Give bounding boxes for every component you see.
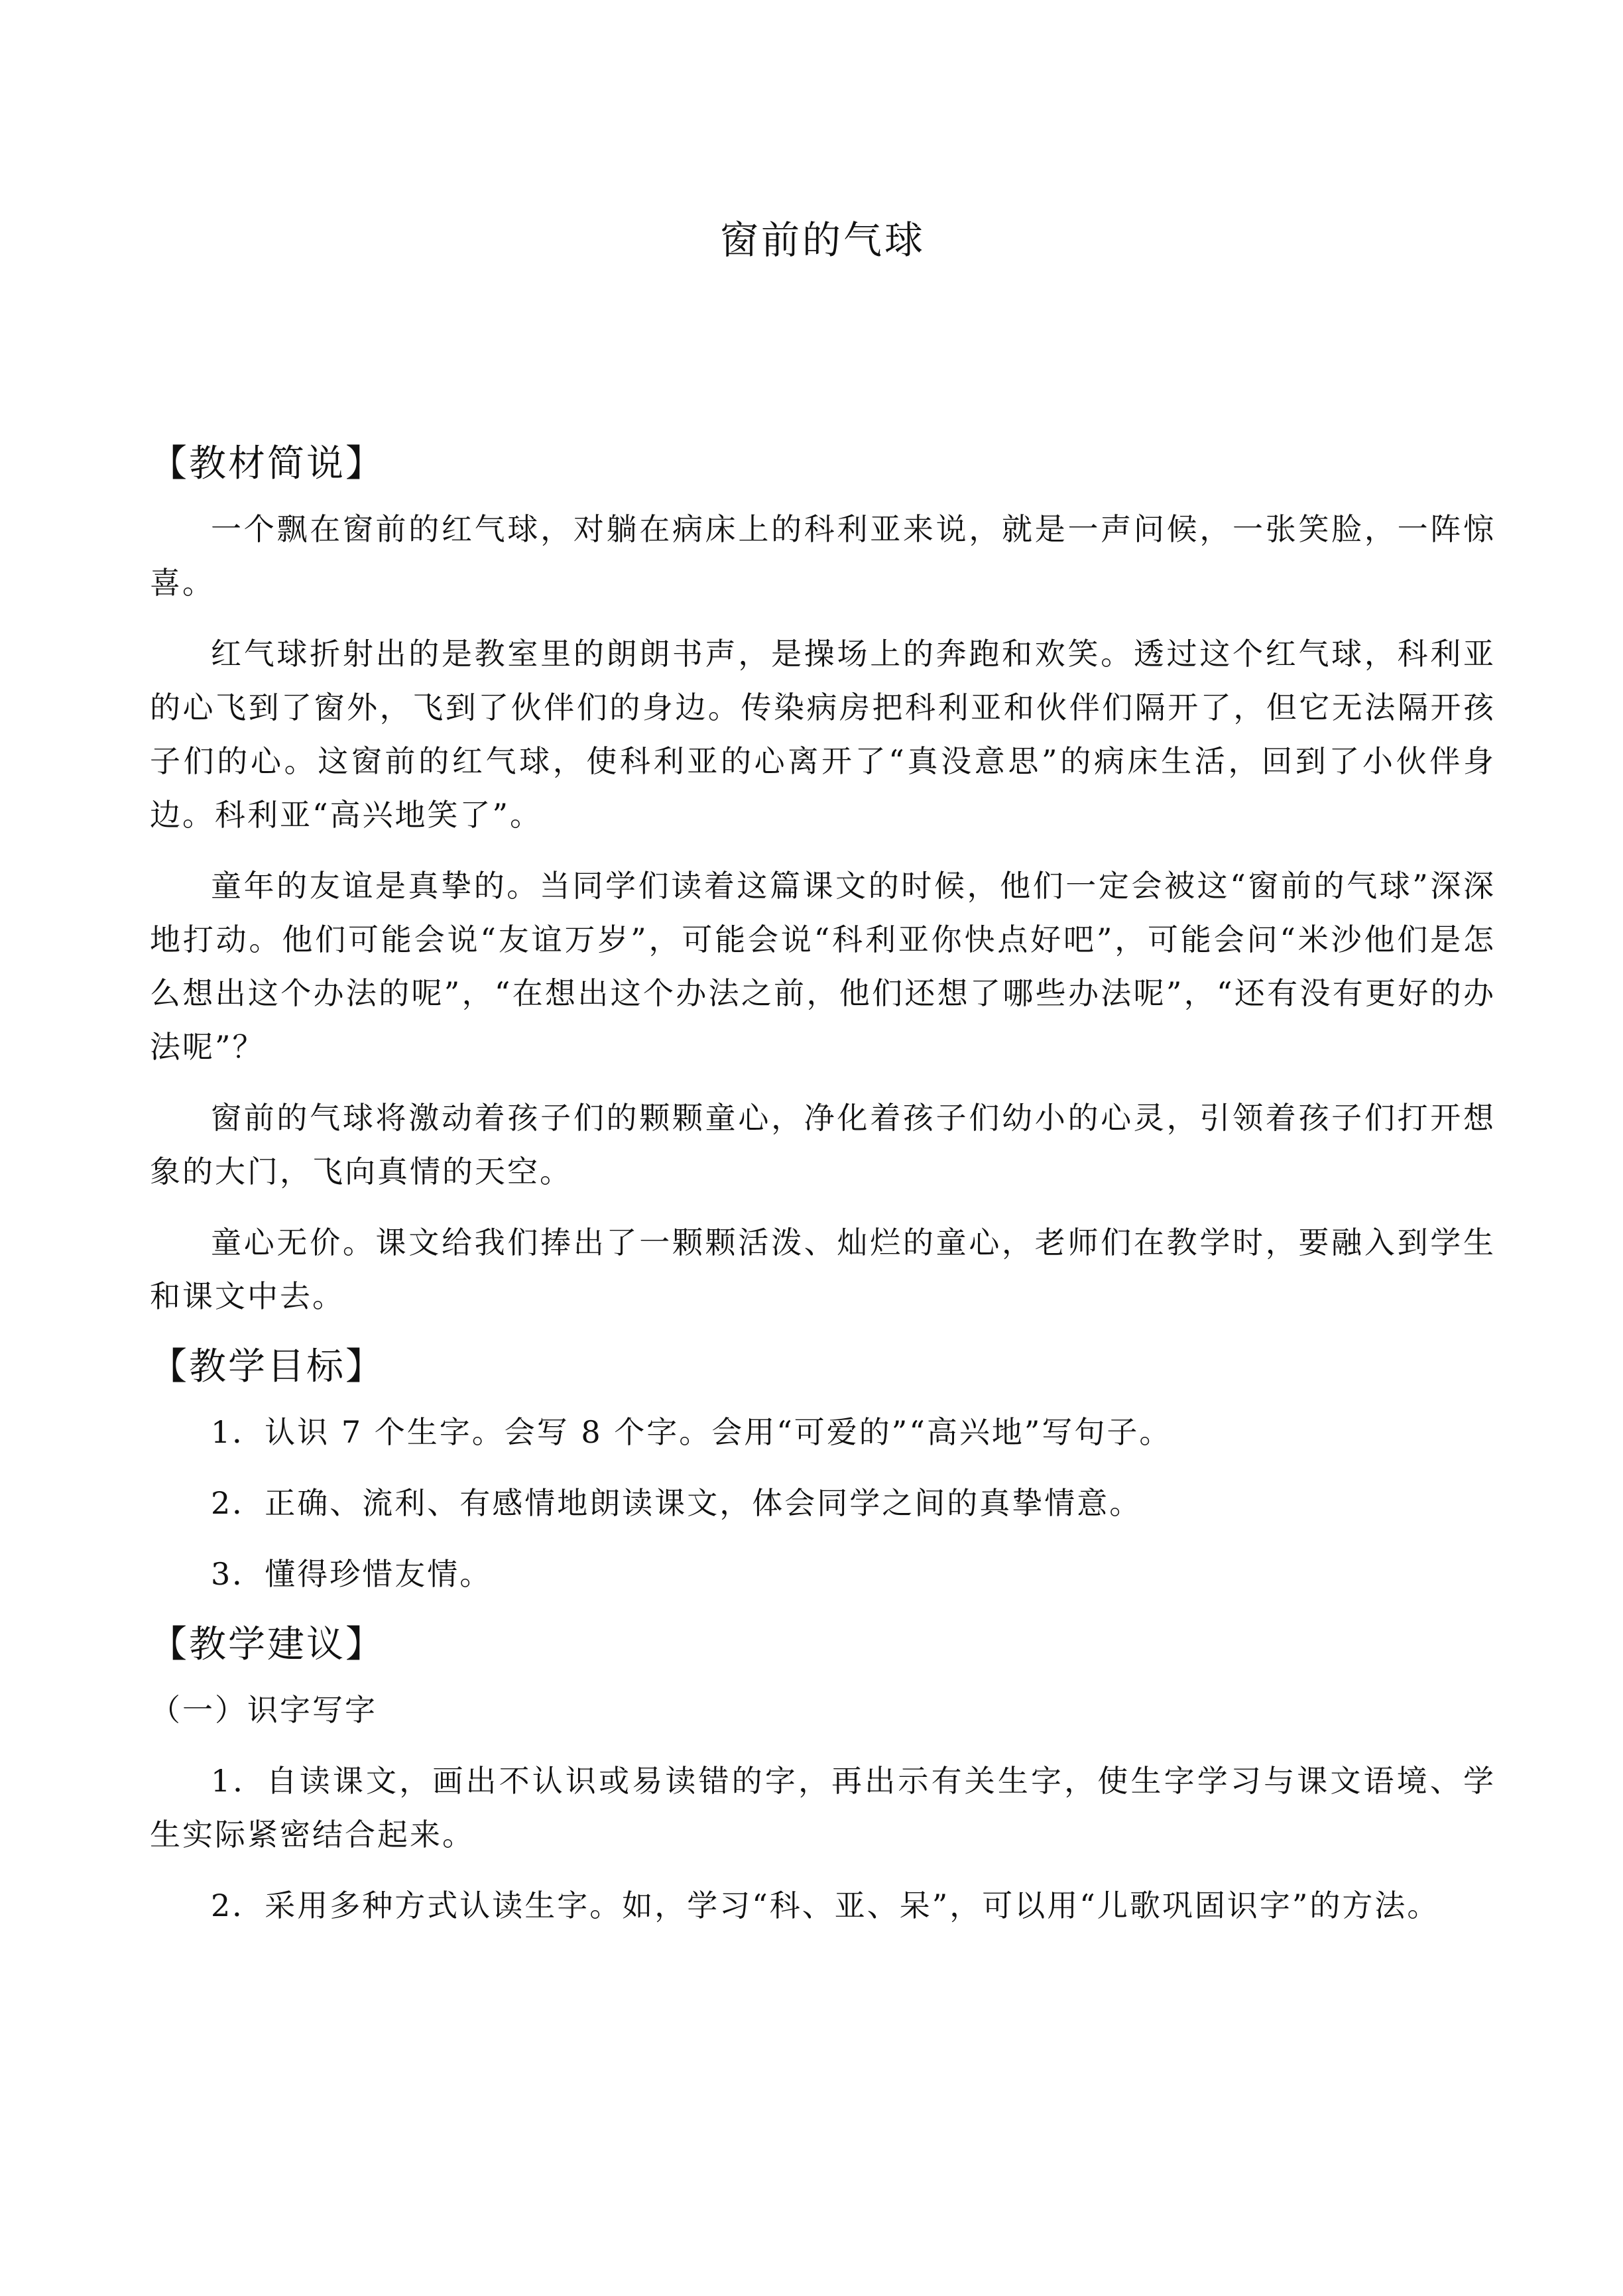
paragraph: 一个飘在窗前的红气球，对躺在病床上的科利亚来说，就是一声问候，一张笑脸，一阵惊喜。 [150, 511, 1496, 601]
goal-item: 1．认识 7 个生字。会写 8 个字。会用“可爱的”“高兴地”写句子。 [211, 1414, 1172, 1450]
section-heading-goals: 【教学目标】 [150, 1345, 385, 1388]
paragraph: 童年的友谊是真挚的。当同学们读着这篇课文的时候，他们一定会被这“窗前的气球”深深地打动。他们可能会说“友谊万岁”，可能会说“科利亚你快点好吧”，可能会问“米沙他们是怎么想出这个办法的呢”，“在想出这个办法之前，他们还想了哪些办法呢”，“还有没有更好的办法呢”？ [150, 868, 1496, 1065]
paragraph: 童心无价。课文给我们捧出了一颗颗活泼、灿烂的童心，老师们在教学时，要融入到学生和课文中去。 [150, 1225, 1496, 1314]
paragraph: 红气球折射出的是教室里的朗朗书声，是操场上的奔跑和欢笑。透过这个红气球，科利亚的心飞到了窗外，飞到了伙伴们的身边。传染病房把科利亚和伙伴们隔开了，但它无法隔开孩子们的心。这窗前的红气球，使科利亚的心离开了“真没意思”的病床生活，回到了小伙伴身边。科利亚“高兴地笑了”。 [150, 636, 1496, 833]
subsection-heading: （一）识字写字 [150, 1692, 377, 1728]
section-heading-advice: 【教学建议】 [150, 1623, 385, 1666]
goal-item: 3．懂得珍惜友情。 [211, 1556, 493, 1592]
advice-item: 1．自读课文，画出不认识或易读错的字，再出示有关生字，使生字学习与课文语境、学生实际紧密结合起来。 [150, 1763, 1496, 1852]
paragraph: 窗前的气球将激动着孩子们的颗颗童心，净化着孩子们幼小的心灵，引领着孩子们打开想象的大门，飞向真情的天空。 [150, 1100, 1496, 1189]
goal-item: 2．正确、流利、有感情地朗读课文，体会同学之间的真挚情意。 [211, 1485, 1142, 1521]
document-page [150, 0, 1496, 2296]
document-body [150, 438, 1496, 1950]
document-title: 窗前的气球 [719, 217, 926, 263]
advice-item: 2．采用多种方式认读生字。如，学习“科、亚、呆”，可以用“儿歌巩固识字”的方法。 [211, 1888, 1440, 1923]
section-heading-intro: 【教材简说】 [150, 442, 385, 485]
